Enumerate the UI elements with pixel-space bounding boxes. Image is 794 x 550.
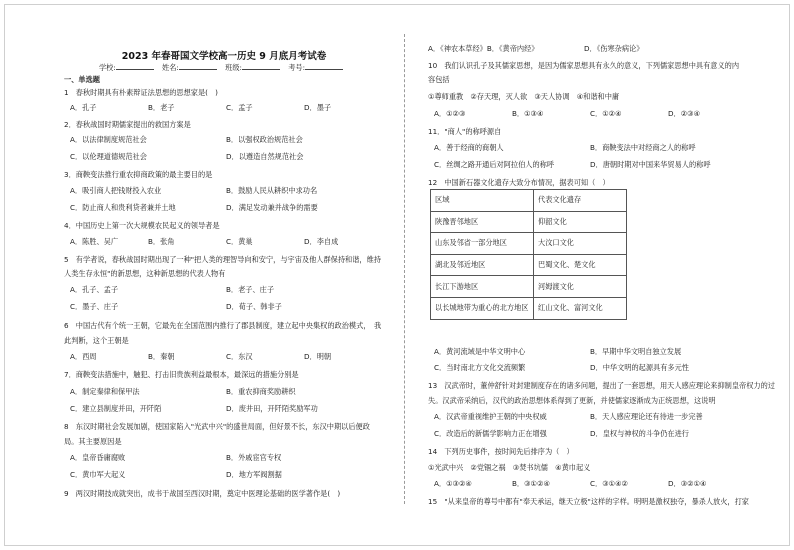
option[interactable]: B．鼓励人民从耕织中求功名 (226, 186, 318, 195)
question-stem: 3．商鞅变法推行重农抑商政策的最主要目的是 (64, 170, 213, 179)
option[interactable]: D．③②①④ (668, 479, 707, 488)
question-stem: 4．中国历史上第一次大规模农民起义的领导者是 (64, 221, 220, 230)
option[interactable]: C．黄巢 (226, 237, 253, 246)
question-stem: 容包括 (428, 75, 450, 84)
table-row (431, 276, 627, 298)
exam-title: 2023 年春哥国文学校高一历史 9 月底月考试卷 (121, 51, 327, 62)
option[interactable]: A．孔子 (70, 103, 97, 112)
option[interactable]: A．西周 (70, 352, 97, 361)
school-label: 学校: (98, 63, 116, 72)
class-blank[interactable] (242, 61, 280, 70)
question-stem: 11．"商人"的称呼源自 (428, 127, 502, 136)
option[interactable]: A．善于经商的商朝人 (434, 143, 504, 152)
question-stem: 15 "从来皇帝的尊号中都有"奉天承运，继天立极"这样的字样。明明是激权独夺，暴杀人放火，打家 (428, 497, 749, 506)
table-cell: 以长城地带为重心的北方地区 (431, 297, 534, 319)
question-stem: 13 汉武帝时，董仲舒针对封建制度存在的诸多问题，提出了一套思想，用天人感应理论来抑制皇帝权力的过 (428, 381, 775, 390)
option[interactable]: D．李自成 (304, 237, 339, 246)
option[interactable]: B．张角 (148, 237, 175, 246)
option[interactable]: B．外戚宦官专权 (226, 453, 282, 462)
option[interactable]: A．孔子、孟子 (70, 285, 119, 294)
table-row (431, 297, 627, 319)
question-stem: 8 东汉时期社会发展加剧，使国家陷入"光武中兴"的盛世局面，但好景不长，东汉中期以后便政 (64, 422, 370, 431)
option[interactable]: D．以遵造自然规范社会 (226, 152, 304, 161)
exam-no-label: 考号: (288, 63, 306, 72)
question-stem: 失。汉武帝采纳后，汉代的政治思想体系得到了更新，并使儒家逐渐成为正统思想，这说明 (428, 396, 716, 405)
table-header-cell: 区域 (431, 190, 534, 212)
option[interactable]: A．《神农本草经》B．《黄帝内经》 (428, 44, 539, 53)
option[interactable]: D．中华文明的起源具有多元性 (590, 363, 689, 372)
student-info-line (64, 61, 384, 73)
table-row (431, 233, 627, 255)
option[interactable]: C．当时南北方文化交流频繁 (434, 363, 526, 372)
table-cell: 河姆渡文化 (534, 276, 627, 298)
option[interactable]: D．墨子 (304, 103, 332, 112)
option[interactable]: C．建立县制度并田，开阡陌 (70, 404, 162, 413)
question-statements: ①尊师重教 ②存天理，灭人欲 ③天人协调 ④和谐和中庸 (428, 92, 620, 101)
option[interactable]: B．以强权政治规范社会 (226, 135, 303, 144)
option[interactable]: D．荀子、韩非子 (226, 302, 282, 311)
culture-table (430, 189, 627, 320)
question-stem: 人类生存永恒"的新思想，这种新思想的代表人物有 (64, 269, 226, 278)
option[interactable]: D．唐朝时期对中国来华贸易人的称呼 (590, 160, 711, 169)
option[interactable]: C．改造后的新儒学影响力正在增强 (434, 429, 547, 438)
option[interactable]: B．商鞅变法中对经商之人的称呼 (590, 143, 696, 152)
option[interactable]: D．明朝 (304, 352, 332, 361)
question-stem: 5 有学者说，春秋战国时期出现了一种"把人类的理智导向和安宁，与宇宙及他人群保持和谐，维持 (64, 255, 381, 264)
table-cell: 陕豫晋邻地区 (431, 211, 534, 233)
option[interactable]: A．黄河流域是中华文明中心 (434, 347, 526, 356)
option[interactable]: D．地方军阀割据 (226, 470, 282, 479)
option[interactable]: A．①③②④ (434, 479, 472, 488)
option[interactable]: C．墨子、庄子 (70, 302, 119, 311)
option[interactable]: B．早期中华文明自独立发展 (590, 347, 682, 356)
option[interactable]: C．东汉 (226, 352, 253, 361)
table-cell: 巴蜀文化、楚文化 (534, 254, 627, 276)
name-label: 姓名: (162, 63, 179, 72)
option[interactable]: D．皇权与神权的斗争仍在进行 (590, 429, 689, 438)
question-stem: 1 春秋时期具有朴素辩证法思想的思想家是( ) (64, 88, 218, 97)
section-title: 一、单选题 (64, 75, 100, 84)
question-stem: 局。其主要原因是 (64, 437, 122, 446)
option[interactable]: A．①②③ (434, 109, 466, 118)
option[interactable]: A．制定秦律和保甲法 (70, 387, 140, 396)
table-cell: 长江下游地区 (431, 276, 534, 298)
question-stem: 6 中国古代有个统一王朝，它最先在全国范围内推行了郡县制度，建立起中央集权的政治模式， 我 (64, 321, 382, 330)
table-cell: 大汶口文化 (534, 233, 627, 255)
option[interactable]: B．天人感应理论还有待进一步完善 (590, 412, 703, 421)
option[interactable]: D．废井田，开阡陌奖励军功 (226, 404, 318, 413)
question-stem: 此判断，这个王朝是 (64, 336, 129, 345)
option[interactable]: C．③①④② (590, 479, 628, 488)
table-cell: 红山文化、富河文化 (534, 297, 627, 319)
option[interactable]: A．陈胜、吴广 (70, 237, 119, 246)
exam-no-blank[interactable] (305, 61, 343, 70)
question-stem: 2．春秋战国时期儒家提出的救国方案是 (64, 120, 191, 129)
option[interactable]: D．②③④ (668, 109, 701, 118)
option[interactable]: D．满足发动兼并战争的需要 (226, 203, 318, 212)
class-label: 班级: (225, 63, 242, 72)
question-stem: 7．商鞅变法措施中，触犯、打击旧贵族利益最根本，最深远的措施分别是 (64, 370, 299, 379)
option[interactable]: A．吸引商人把钱财投入农业 (70, 186, 162, 195)
option[interactable]: B．重农抑商奖励耕织 (226, 387, 296, 396)
question-stem: 14 下列历史事件，按时间先后排序为（ ） (428, 447, 574, 456)
option[interactable]: C．黄巾军大起义 (70, 470, 126, 479)
school-blank[interactable] (116, 61, 154, 70)
table-header-cell: 代表文化遗存 (534, 190, 627, 212)
option[interactable]: C．防止商人和贵利贷者兼并土地 (70, 203, 176, 212)
table-row (431, 211, 627, 233)
question-statements: ①光武中兴 ②党锢之祸 ③焚书坑儒 ④黄巾起义 (428, 463, 591, 472)
question-stem: 12 中国新石器文化遗存大致分布情况，据表可知（ ） (428, 178, 610, 187)
name-blank[interactable] (179, 61, 217, 70)
table-cell: 山东及邻省一部分地区 (431, 233, 534, 255)
option[interactable]: B．老子、庄子 (226, 285, 275, 294)
option[interactable]: C．①②④ (590, 109, 622, 118)
option[interactable]: C．孟子 (226, 103, 253, 112)
option[interactable]: D．《伤寒杂病论》 (584, 44, 644, 53)
option[interactable]: B．老子 (148, 103, 175, 112)
option[interactable]: A．汉武帝重视维护王朝的中央权威 (434, 412, 547, 421)
option[interactable]: B．秦朝 (148, 352, 175, 361)
table-cell: 湖北及邻近地区 (431, 254, 534, 276)
option[interactable]: A．以法律制度规范社会 (70, 135, 147, 144)
table-cell: 仰韶文化 (534, 211, 627, 233)
table-row (431, 254, 627, 276)
option[interactable]: B．①③④ (512, 109, 544, 118)
option[interactable]: C．以伦理道德规范社会 (70, 152, 147, 161)
option[interactable]: A．皇帝昏庸腐败 (70, 453, 126, 462)
table-header-row (431, 190, 627, 212)
option[interactable]: C．丝绸之路开通后对阿拉伯人的称呼 (434, 160, 555, 169)
option[interactable]: B．③①②④ (512, 479, 550, 488)
question-stem: 9 两汉时期技成就突出，成书于战国至西汉时期，奠定中医理论基础的医学著作是( ) (64, 489, 341, 498)
question-stem: 10 我们认识孔子及其儒家思想，是因为儒家思想具有永久的意义，下列儒家思想中具有意义的内 (428, 61, 740, 70)
column-divider (404, 34, 405, 504)
